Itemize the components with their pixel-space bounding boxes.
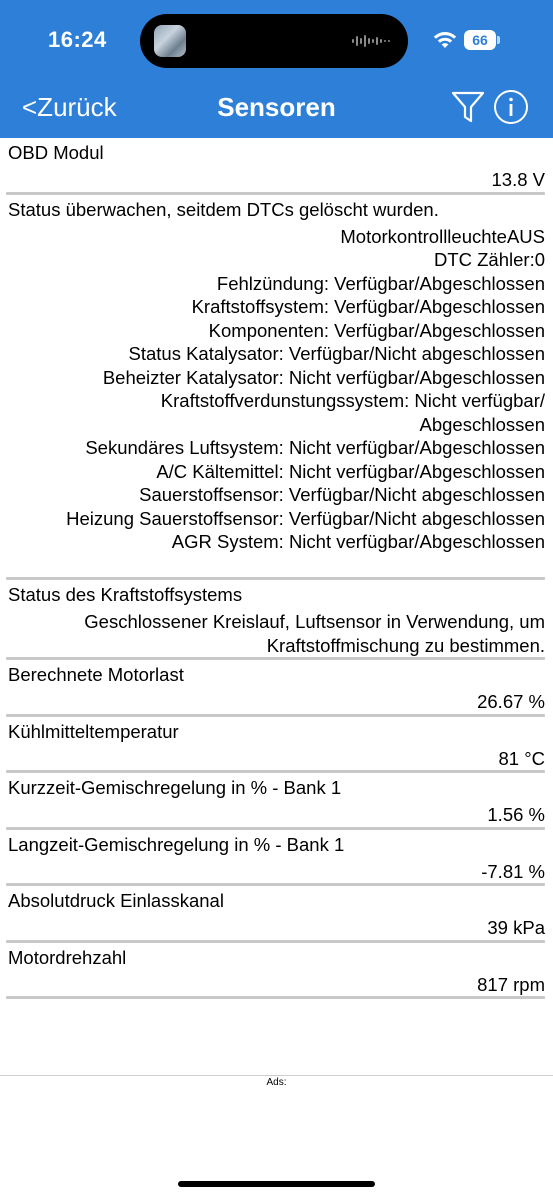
sensor-value-line: 13.8 V: [491, 169, 545, 190]
sensor-value-line: AGR System: Nicht verfügbar/Abgeschlossen: [171, 531, 545, 552]
sensor-title: Kühlmitteltemperatur: [8, 720, 179, 742]
sensor-value-line: 26.67 %: [477, 691, 545, 712]
sensor-value-line: Beheizter Katalysator: Nicht verfügbar/Abgeschlossen: [102, 366, 545, 388]
sensor-values: [0, 912, 553, 940]
sensor-value-line: Kraftstoffverdunstungssystem: Nicht verfügbar/: [160, 390, 545, 411]
wifi-icon: [432, 30, 458, 50]
sensor-values: [0, 606, 553, 657]
sensor-title: Kurzzeit-Gemischregelung in % - Bank 1: [8, 777, 342, 798]
sensor-value-line: Geschlossener Kreislauf, Luftsensor in Verwendung, um: [84, 611, 545, 632]
sensor-value-line: -7.81 %: [481, 860, 545, 882]
sensor-title: Status des Kraftstoffsystems: [8, 584, 243, 605]
status-time: 16:24: [48, 27, 107, 52]
sensor-values: [0, 164, 553, 192]
dynamic-island[interactable]: [140, 14, 408, 68]
sensor-section: [0, 580, 553, 660]
status-bar: [0, 0, 553, 80]
sensor-section: [0, 886, 553, 943]
sensor-values: [0, 221, 553, 578]
sensor-title: OBD Modul: [8, 142, 104, 163]
sensor-title: Absolutdruck Einlasskanal: [8, 890, 224, 911]
sensor-value-line: Sekundäres Luftsystem: Nicht verfügbar/Abgeschlossen: [85, 437, 545, 458]
sensor-title: Status überwachen, seitdem DTCs gelöscht wurden.: [8, 198, 439, 220]
sensor-value-line: Komponenten: Verfügbar/Abgeschlossen: [208, 319, 545, 341]
sensor-values: [0, 799, 553, 827]
battery-level: 66: [464, 30, 496, 50]
sensor-values: [0, 686, 553, 714]
sensor-values: [0, 743, 553, 771]
sensor-value-line: Fehlzündung: Verfügbar/Abgeschlossen: [216, 272, 545, 294]
sensor-value-line: Abgeschlossen: [419, 413, 545, 435]
sensor-section: [0, 195, 553, 581]
media-thumbnail: [154, 25, 186, 57]
info-icon[interactable]: [493, 89, 529, 125]
back-button[interactable]: <Zurück: [22, 92, 117, 122]
sensor-title: Motordrehzahl: [8, 946, 127, 968]
sensor-section: [0, 717, 553, 774]
sensor-list[interactable]: [0, 138, 553, 1076]
sensor-value-line: 39 kPa: [487, 917, 545, 938]
sensor-value-line: 81 °C: [498, 747, 545, 769]
sensor-value-line: Heizung Sauerstoffsensor: Verfügbar/Nicht abgeschlossen: [66, 507, 545, 529]
section-divider: [6, 996, 545, 999]
sensor-value-line: DTC Zähler:0: [433, 249, 545, 270]
ads-label: Ads:: [266, 1077, 287, 1088]
sensor-section: [0, 138, 553, 195]
battery-icon: [464, 30, 500, 50]
page-title: Sensoren: [217, 92, 336, 122]
sensor-section: [0, 943, 553, 1000]
sensor-value-line: 817 rpm: [477, 973, 545, 995]
navigation-bar: [0, 80, 553, 138]
sensor-value-line: [8, 554, 545, 578]
sensor-value-line: Sauerstoffsensor: Verfügbar/Nicht abgeschlossen: [139, 484, 545, 505]
filter-icon[interactable]: [450, 89, 486, 125]
sensor-value-line: Kraftstoffmischung zu bestimmen.: [266, 634, 545, 656]
sensor-values: [0, 969, 553, 997]
sensor-value-line: 1.56 %: [487, 804, 545, 825]
home-indicator[interactable]: [178, 1181, 375, 1187]
sensor-value-line: MotorkontrollleuchteAUS: [340, 225, 545, 247]
sensor-values: [0, 856, 553, 884]
sensor-section: [0, 660, 553, 717]
sensor-value-line: A/C Kältemittel: Nicht verfügbar/Abgeschlossen: [156, 460, 545, 482]
sensor-title: Berechnete Motorlast: [8, 664, 184, 685]
header: [0, 0, 553, 138]
audio-waveform-icon: [352, 34, 392, 48]
sensor-value-line: Status Katalysator: Verfügbar/Nicht abgeschlossen: [128, 343, 545, 364]
sensor-value-line: Kraftstoffsystem: Verfügbar/Abgeschlossen: [191, 296, 545, 317]
sensor-section: [0, 830, 553, 887]
sensor-section: [0, 773, 553, 830]
sensor-title: Langzeit-Gemischregelung in % - Bank 1: [8, 833, 345, 855]
